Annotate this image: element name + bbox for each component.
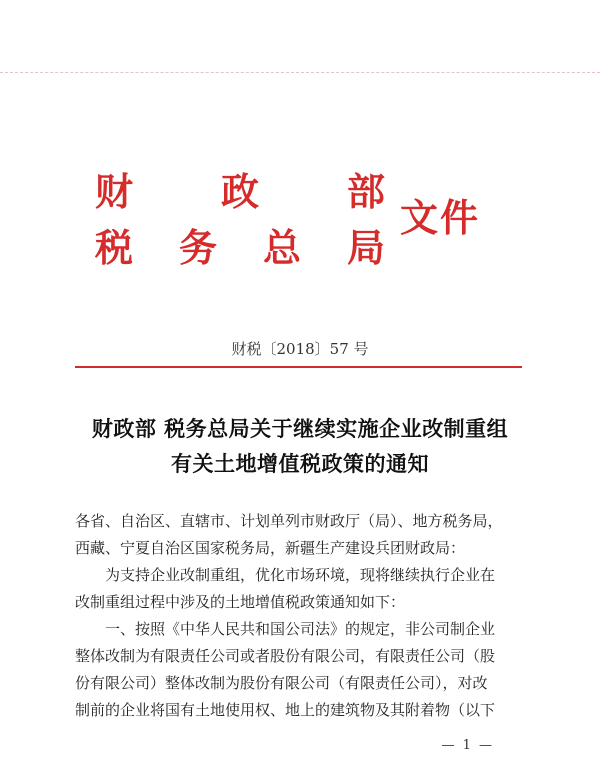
addressee-line-2: 西藏、宁夏自治区国家税务局，新疆生产建设兵团财政局： (75, 539, 466, 557)
header-char: 税 (95, 225, 134, 270)
red-separator-line (75, 366, 522, 368)
page-number: — 1 — (441, 738, 494, 753)
header-char: 总 (262, 225, 301, 270)
item-1-line-2: 整体改制为有限责任公司或者股份有限公司，有限责任公司（股 (75, 647, 496, 665)
header-char: 政 (220, 169, 259, 214)
document-title-line1: 财政部 税务总局关于继续实施企业改制重组 (91, 416, 509, 441)
header-line-tax-administration (95, 224, 385, 272)
header-char: 务 (178, 225, 217, 270)
document-number: 财税〔2018〕57 号 (231, 340, 369, 358)
page-top-fold-line (0, 72, 600, 73)
issuing-authority-header (95, 168, 515, 278)
item-1-line-1: 一、按照《中华人民共和国公司法》的规定，非公司制企业 (105, 620, 496, 638)
intro-paragraph-line-1: 为支持企业改制重组，优化市场环境，现将继续执行企业在 (105, 566, 496, 584)
header-char: 局 (346, 225, 385, 270)
header-char: 财 (95, 169, 134, 214)
header-line-ministry-of-finance (95, 168, 385, 216)
addressee-line-1: 各省、自治区、直辖市、计划单列市财政厅（局）、地方税务局， (75, 512, 503, 530)
intro-paragraph-line-2: 改制重组过程中涉及的土地增值税政策通知如下： (75, 593, 406, 611)
header-document-label: 文件 (400, 195, 481, 240)
header-char: 部 (346, 169, 385, 214)
item-1-line-4: 制前的企业将国有土地使用权、地上的建筑物及其附着物（以下 (75, 701, 496, 719)
item-1-line-3: 份有限公司）整体改制为股份有限公司（有限责任公司），对改 (75, 674, 488, 692)
document-title-line2: 有关土地增值税政策的通知 (171, 451, 429, 476)
